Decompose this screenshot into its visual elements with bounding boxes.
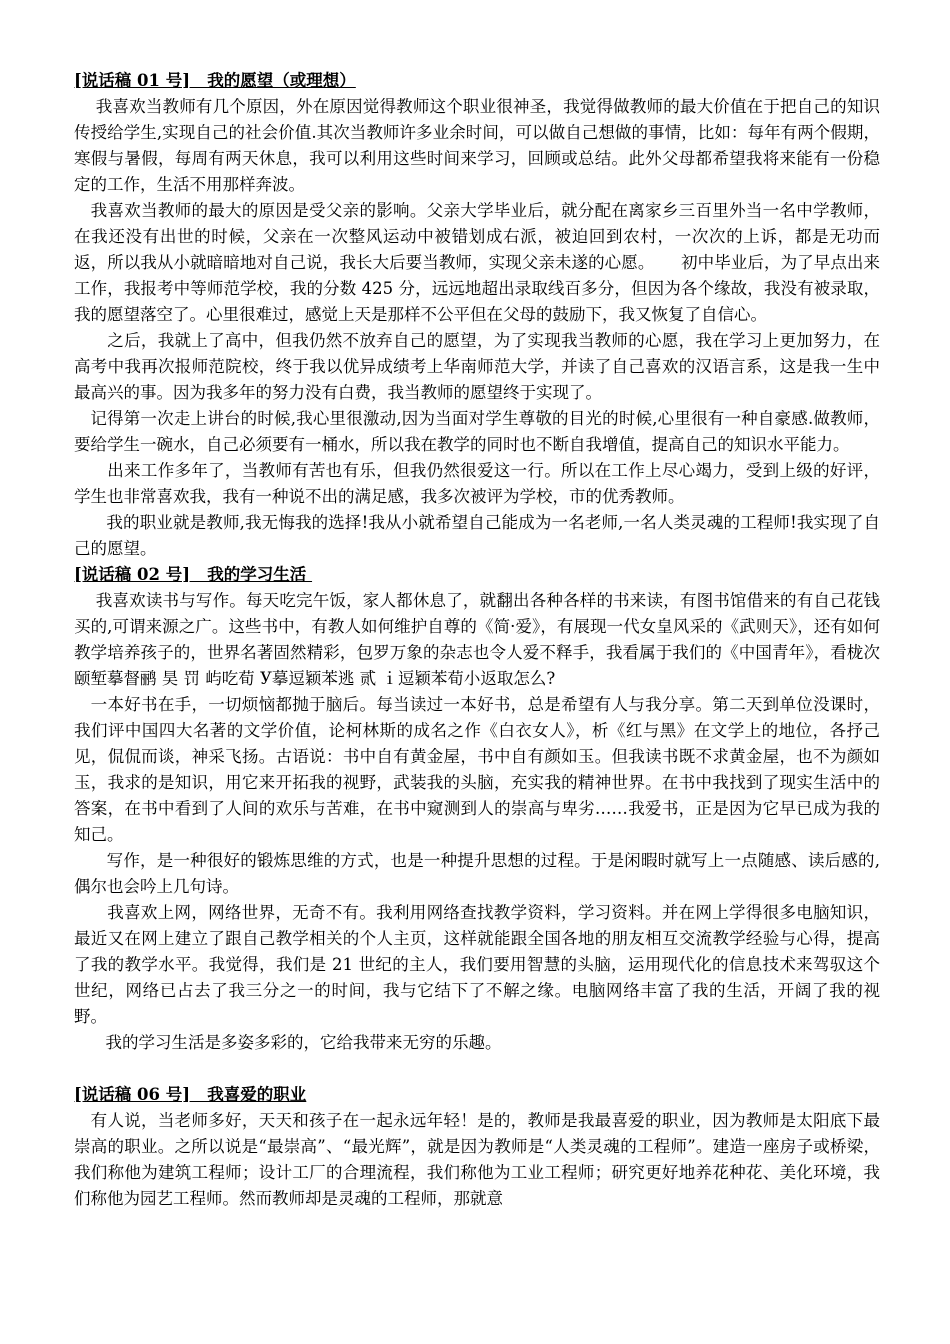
speech-section-01 <box>74 68 880 562</box>
paragraph: 一本好书在手，一切烦恼都抛于脑后。每当读过一本好书，总是希望有人与我分享。第二天到单位没课时，我们评中国四大名著的文学价值，论柯林斯的成名之作《白衣女人》，析《红与黑》在文学上的地位，各抒己见，侃侃而谈，神采飞扬。古语说：书中自有黄金屋，书中自有颜如玉。但我读书既不求黄金屋，也不为颜如玉，我求的是知识，用它来开拓我的视野，武装我的头脑，充实我的精神世界。在书中我找到了现实生活中的答案，在书中看到了人间的欢乐与苦难，在书中窥测到人的崇高与卑劣……我爱书，正是因为它早已成为我的知己。 <box>74 695 880 844</box>
document-page <box>74 68 880 1212</box>
paragraph: 我喜欢当教师的最大的原因是受父亲的影响。父亲大学毕业后，就分配在离家乡三百里外当一名中学教师，在我还没有出世的时候，父亲在一次整风运动中被错划成右派，被迫回到农村，一次次的上诉，都是无功而返，所以我从小就暗暗地对自己说，我长大后要当教师，实现父亲未遂的心愿。 初中毕业后，为了早点出来工作，我报考中等师范学校，我的分数 425 分，远远地超出录取线百多分，但因为各个缘故，我没有被录取，我的愿望落空了。心里很难过，感觉上天是那样不公平但在父母的鼓励下，我又恢复了自信心。 <box>74 201 880 324</box>
speech-section-06 <box>74 1082 880 1212</box>
paragraph: 我喜欢上网，网络世界，无奇不有。我利用网络查找教学资料，学习资料。并在网上学得很多电脑知识，最近又在网上建立了跟自己教学相关的个人主页，这样就能跟全国各地的朋友相互交流教学经验与心得，提高了我的教学水平。我觉得，我们是 21 世纪的主人，我们要用智慧的头脑，运用现代化的信息技术来驾驭这个世纪，网络已占去了我三分之一的时间，我与它结下了不解之缘。电脑网络丰富了我的生活，开阔了我的视野。 <box>74 903 880 1026</box>
paragraph: 出来工作多年了，当教师有苦也有乐，但我仍然很爱这一行。所以在工作上尽心竭力，受到上级的好评，学生也非常喜欢我，我有一种说不出的满足感，我多次被评为学校，市的优秀教师。 <box>74 461 880 506</box>
paragraph: 有人说，当老师多好，天天和孩子在一起永远年轻！是的，教师是我最喜爱的职业，因为教师是太阳底下最崇高的职业。之所以说是“最崇高”、“最光辉”，就是因为教师是“人类灵魂的工程师”。建造一座房子或桥梁，我们称他为建筑工程师；设计工厂的合理流程，我们称他为工业工程师；研究更好地养花种花、美化环境，我们称他为园艺工程师。然而教师却是灵魂的工程师，那就意 <box>74 1111 880 1208</box>
speech-section-02 <box>74 562 880 1056</box>
paragraph: 记得第一次走上讲台的时候,我心里很激动,因为当面对学生尊敬的目光的时候,心里很有一种自豪感.做教师，要给学生一碗水，自己必须要有一桶水，所以我在教学的同时也不断自我增值，提高自己的知识水平能力。 <box>74 409 880 454</box>
section-heading: [说话稿 02 号] 我的学习生活 <box>74 565 313 584</box>
paragraph: 我的职业就是教师,我无悔我的选择!我从小就希望自己能成为一名老师,一名人类灵魂的工程师!我实现了自己的愿望。 <box>74 513 880 558</box>
paragraph: 我喜欢读书与写作。每天吃完午饭，家人都休息了，就翻出各种各样的书来读，有图书馆借来的有自己花钱买的,可谓来源之广。这些书中，有教人如何维护自尊的《简·爱》，有展现一代女皇风采的《武则天》，还有如何教学培养孩子的，世界名著固然精彩，包罗万象的杂志也令人爱不释手，我看属于我们的《中国青年》，看栊次颐堑摹督鹂 昊 罚 屿吃荀 У摹逗颖苯逃 贰 ｉ逗颖苯荀小返取怎么? <box>74 591 881 688</box>
section-heading: [说话稿 01 号] 我的愿望（或理想） <box>74 71 356 90</box>
section-heading: [说话稿 06 号] 我喜爱的职业 <box>74 1085 307 1104</box>
paragraph: 之后，我就上了高中，但我仍然不放弃自己的愿望，为了实现我当教师的心愿，我在学习上更加努力，在高考中我再次报师范院校，终于我以优异成绩考上华南师范大学，并读了自己喜欢的汉语言系，这是我一生中最高兴的事。因为我多年的努力没有白费，我当教师的愿望终于实现了。 <box>74 331 880 402</box>
paragraph: 我的学习生活是多姿多彩的，它给我带来无穷的乐趣。 <box>74 1033 502 1052</box>
paragraph: 写作，是一种很好的锻炼思维的方式，也是一种提升思想的过程。于是闲暇时就写上一点随感、读后感的,偶尔也会吟上几句诗。 <box>74 851 880 896</box>
blank-line <box>74 1056 880 1082</box>
paragraph: 我喜欢当教师有几个原因，外在原因觉得教师这个职业很神圣，我觉得做教师的最大价值在于把自己的知识传授给学生,实现自己的社会价值.其次当教师许多业余时间，可以做自己想做的事情，比如：每年有两个假期，寒假与暑假，每周有两天休息，我可以利用这些时间来学习，回顾或总结。此外父母都希望我将来能有一份稳定的工作，生活不用那样奔波。 <box>74 97 881 194</box>
